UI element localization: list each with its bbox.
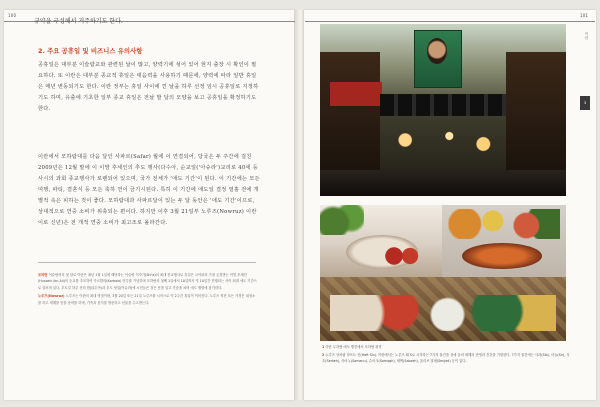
chapter-side-tab: 3 xyxy=(580,96,590,110)
running-text: 규약을 구성해서 거주하기도 한다. xyxy=(34,18,123,25)
left-page-number: 100 xyxy=(8,13,17,18)
footnote-moharram: 모하람 이슬람력의 첫 달로 이란은 매년 1월 1일에 해당하는 이슬람 이자가(Shi'a)의 최대 종교행사로 휴일은 시아파의 가장 존경받는 이맘 후세인(Hussein ibn Ali)의 순교를 추모하여 카르발라(Karbala) 전투를 기념하며 모하람의 첫째 1일에서 10일까지 약 10일간 진행되는 사이 최대 애도 기간으로 알려져 있다. 추도일 하루 전의 밤(타수아)과 추도 당일(아슈라)에 시민들은 검은 옷을 입고 가슴을 치며 애도 행렬에 참가한다. xyxy=(38,273,257,290)
haft-sin-photo-1 xyxy=(320,205,442,277)
right-top-rule xyxy=(305,21,595,22)
photo-captions xyxy=(322,344,572,367)
haft-sin-photo-2 xyxy=(442,205,566,277)
haft-sin-table-photo xyxy=(320,277,566,341)
chapter-side-label: 이란 xyxy=(585,32,589,40)
body-paragraph-2: 이란에서 모하람대를 다음 달인 사파르(Safar) 월에 이 연결되어, 당국은 두 주간에 걸친 2009년은 12월 말에 이 이맘 후세인의 추도 행사(다수아, 순교일('아슈라')교리로 40세 등 사시의 과회 종교행사가 로렌되어 있으며, 국가 전체가 '애도 기간'이 된다. 이 기간에는 모든 여행, 파티, 결혼식 등 모든 축하 연이 금기시된다. 특히 이 기간에 애도일 결정 열흘 전에 개별적 속은 피하는 것이 좋다. 모하람대과 사파르달이 있는 두 달 동안은 '애도 기간'이므로, 상대적으로 연중 소비가 위축되는 편이다. 하지만 이후 3월 21일부 노루즈(Nowruz) 이란이로 신년)은 전 개적 연중 소비가 최고조로 올라간다. xyxy=(38,154,260,226)
footnotes xyxy=(38,272,258,308)
body-paragraph-1: 공휴일은 대부분 이슬람교와 관련된 날이 많고, 양력기에 섞어 있어 현지 출장 시 확인이 필요하다. 또 이란은 대부분 종교적 휴일은 태음력을 사용하기 때문에, 양력에 따라 일반 휴일은 매년 변동되기도 한다. 이란 정부는 휴일 사이에 낀 날을 하루 선정 임시 공휴일로 지정하기도 하며, 유출에 기초한 일부 종교 휴일은 전날 발 달의 모양을 보고 공휴일을 확정하기도 한다. xyxy=(38,62,259,112)
footnote-divider xyxy=(38,262,256,263)
section-title: 2. 주요 공휴일 및 비즈니스 유의사항 xyxy=(38,47,143,55)
footnote-nowruz: 노루즈(Nowruz) 노루즈는 이란의 최대 명절이며, 3월 20일 또는 21일 노루즈를 시작으로 약 2주간 휴일이 이어진다. 노루즈 직전 모든 가정은 대청소를 하고 새해를 맞을 준비를 하며, 가족과 친지를 방문하고 선물을 주고받는다. xyxy=(38,294,256,305)
caption-2: 2 노루즈 상차림 하프트 신(Haft Sin). 이란에서는 노루즈 때 S로 시작하는 7가지 물건을 상에 올려 새해의 번영과 건강을 기원한다. 7가지 물건에는 사과(Sib), 마늘(Sir), 식초(Serkeh), 사마누(Samanu), 수마크(Somagh), 새싹(Sabzeh), 올리브 열매(Senjed) 등이 있다. xyxy=(322,353,570,364)
caption-1: 1 이란 무하람 애도 행진에서 모하람 광경 xyxy=(322,345,382,349)
right-page-number: 101 xyxy=(580,13,589,18)
bazaar-mourning-photo xyxy=(320,24,566,196)
